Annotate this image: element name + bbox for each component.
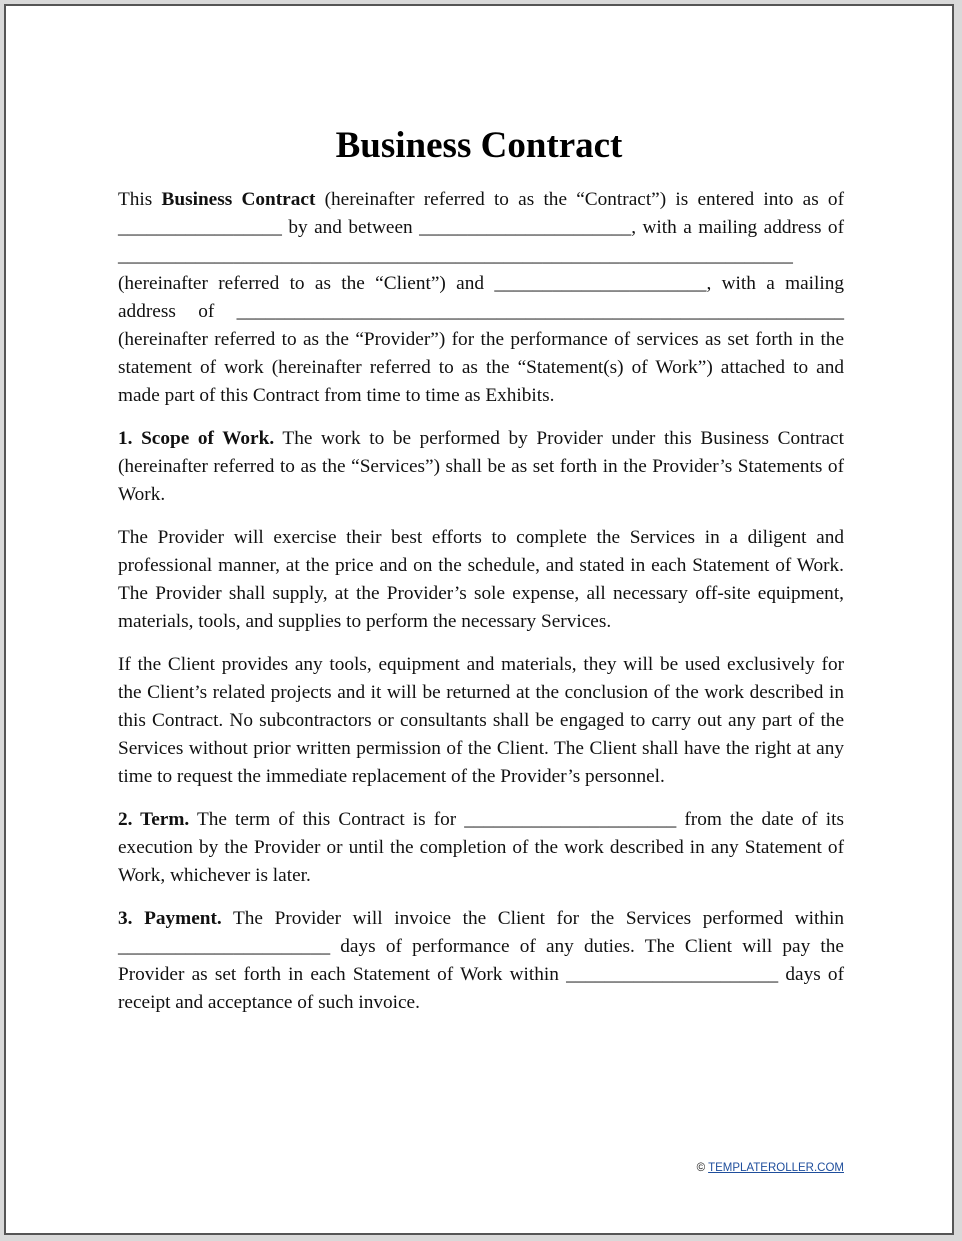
scope-label: 1. Scope of Work. <box>118 428 275 449</box>
intro-bold: Business Contract <box>161 189 316 210</box>
scope-paragraph <box>118 425 844 509</box>
payment-label: 3. Payment. <box>118 908 222 929</box>
term-label: 2. Term. <box>118 809 190 830</box>
contract-body <box>118 186 844 1032</box>
payment-paragraph <box>118 905 844 1017</box>
intro-pre: This <box>118 189 162 210</box>
scope-paragraph-2: The Provider will exercise their best efforts to complete the Services in a diligent and professional manner, at the price and on the schedule, and stated in each Statement of Work. The Provider shall supply, at the Provider’s sole expense, all necessary off-site equipment, materials, tools, and supplies to perform the necessary Services. <box>118 527 844 632</box>
templateroller-link[interactable]: TEMPLATEROLLER.COM <box>708 1162 844 1174</box>
term-text: The term of this Contract is for ______________________ from the date of its execution by the Provider or until the completion of the work described in any Statement of Work, whichever is later. <box>118 809 844 886</box>
intro-paragraph <box>118 186 844 410</box>
intro-text: (hereinafter referred to as the “Contract”) is entered into as of _________________ by and between ______________________, with a mailing address of ______________________________________________________________________ (hereinafter referred to as the “Client”) and ______________________, with a mailing address of _______________________________________________________________ (hereinafter referred to as the “Provider”) for the performance of services as set forth in the statement of work (hereinafter referred to as the “Statement(s) of Work”) attached to and made part of this Contract from time to time as Exhibits. <box>118 189 844 406</box>
term-paragraph <box>118 806 844 890</box>
document-page <box>4 4 954 1235</box>
scope-text: The work to be performed by Provider under this Business Contract (hereinafter referred to as the “Services”) shall be as set forth in the Provider’s Statements of Work. <box>118 428 844 505</box>
page-title: Business Contract <box>335 125 623 166</box>
scope-paragraph-3: If the Client provides any tools, equipment and materials, they will be used exclusively for the Client’s related projects and it will be returned at the conclusion of the work described in this Contract. No subcontractors or consultants shall be engaged to carry out any part of the Services without prior written permission of the Client. The Client shall have the right at any time to request the immediate replacement of the Provider’s personnel. <box>118 654 844 787</box>
footer <box>697 1162 844 1174</box>
copyright-symbol: © <box>696 1162 706 1174</box>
payment-text: The Provider will invoice the Client for the Services performed within ______________________ days of performance of any duties. The Client will pay the Provider as set forth in each Statement of Work within ______________________ days of receipt and acceptance of such invoice. <box>118 908 844 1013</box>
